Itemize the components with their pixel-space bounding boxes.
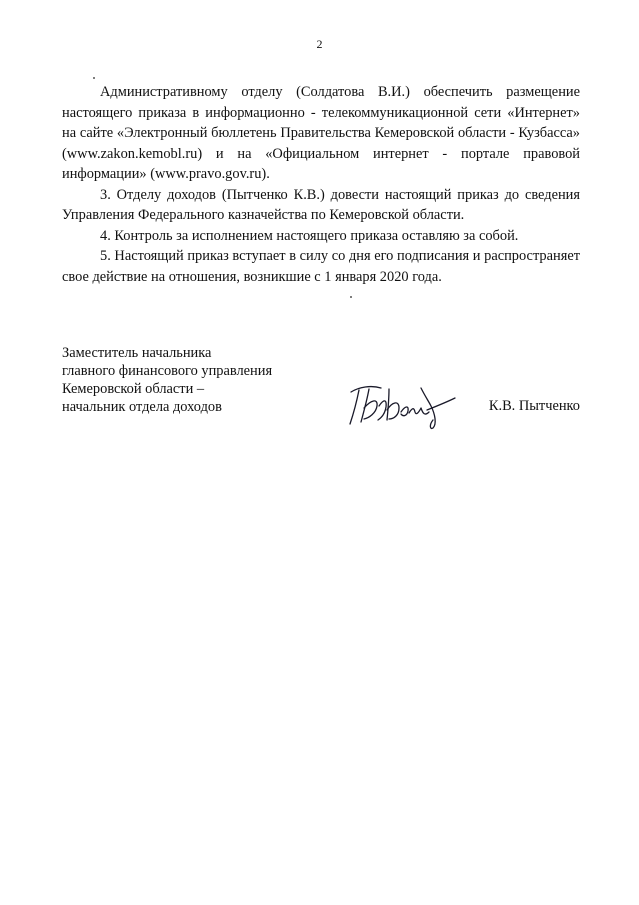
paragraph-4: 4. Контроль за исполнением настоящего приказа оставляю за собой.: [100, 227, 519, 244]
paragraph-publication: Административному отделу (Солдатова В.И.) обеспечить размещение настоящего приказа в информационно - телекоммуникационной сети «Интернет» на сайте «Электронный бюллетень Правительства Кемеровской области - Кузбасса» (www.zakon.kemobl.ru) и на «Официальном интернет - портале правовой информации» (www.pravo.gov.ru).: [62, 84, 580, 182]
signer-name: К.В. Пытченко: [488, 398, 580, 414]
page-number: 2: [316, 37, 323, 51]
signature-block: [62, 344, 580, 424]
handwritten-signature: [345, 380, 457, 430]
scan-speck: [350, 296, 352, 298]
signer-position-line: начальник отдела доходов: [62, 399, 222, 415]
signer-position-line: Кемеровской области –: [62, 381, 205, 397]
paragraph-5: 5. Настоящий приказ вступает в силу со дня его подписания и распространяет свое действие на отношения, возникшие с 1 января 2020 года.: [62, 248, 580, 285]
order-text: [62, 82, 580, 287]
signer-position-line: главного финансового управления: [62, 363, 273, 379]
signer-position: [62, 344, 272, 416]
paragraph-3: 3. Отделу доходов (Пытченко К.В.) довести настоящий приказ до сведения Управления Федерального казначейства по Кемеровской области.: [62, 186, 580, 223]
scan-speck: [93, 77, 95, 79]
signer-position-line: Заместитель начальника: [62, 345, 212, 361]
